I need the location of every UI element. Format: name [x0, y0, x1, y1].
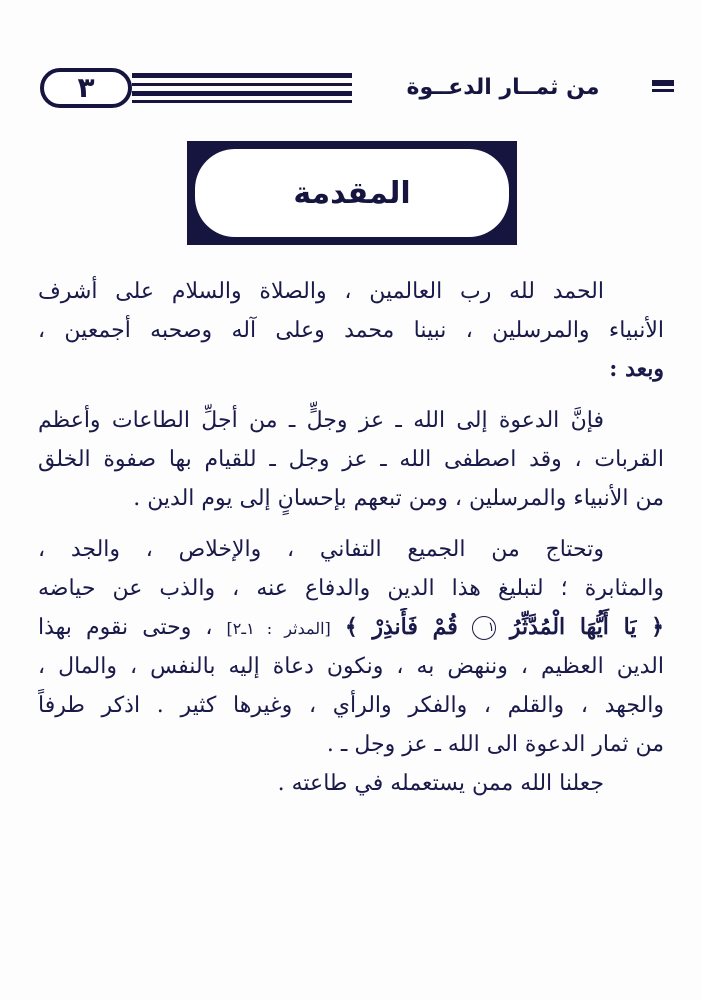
page-number: ٣ [40, 68, 132, 108]
header-rule [132, 73, 352, 78]
text-line-with-verse [38, 608, 664, 647]
verse-reference: [المدثر : ١ـ٢] [226, 619, 331, 638]
header-rule [132, 91, 352, 96]
text-line: وبعد : [609, 356, 664, 382]
text-line: من الأنبياء والمرسلين ، ومن تبعهم بإحسانٍ إلى يوم الدين . [133, 486, 664, 511]
text-line: الدين العظيم ، وننهض به ، ونكون دعاة إليه بالنفس ، والمال ، [38, 654, 664, 679]
page-header [32, 62, 675, 114]
quran-verse: ﴿ يَا أَيُّهَا الْمُدَّثِّرُ [509, 614, 664, 640]
text-line: الحمد لله رب العالمين ، والصلاة والسلام على أشرف [38, 279, 604, 304]
text-line: الأنبياء والمرسلين ، نبينا محمد وعلى آله وصحبه أجمعين ، [38, 318, 664, 343]
header-rule [132, 100, 352, 103]
body-text [38, 272, 664, 803]
header-rule [132, 83, 352, 86]
text-line: فإنَّ الدعوة إلى الله ـ عز وجلٍّ ـ من أجلِّ الطاعات وأعظم [38, 408, 604, 433]
section-title-frame [187, 141, 517, 245]
text-line: من ثمار الدعوة الى الله ـ عز وجل ـ . [326, 732, 664, 757]
section-title: المقدمة [195, 149, 509, 237]
quran-verse: قُمْ فَأَنذِرْ ﴾ [344, 614, 458, 640]
title-mark [652, 80, 674, 86]
title-mark [652, 89, 674, 92]
text-segment: ، وحتى نقوم بهذا [38, 615, 213, 640]
text-line: جعلنا الله ممن يستعمله في طاعته . [277, 771, 604, 796]
book-title: من ثمــار الدعــوة [406, 75, 600, 100]
text-line: وتحتاج من الجميع التفاني ، والإخلاص ، والجد ، [38, 537, 604, 562]
text-line: القربات ، وقد اصطفى الله ـ عز وجل ـ للقيام بها صفوة الخلق [38, 447, 664, 472]
ayah-number: ١ [472, 616, 496, 640]
text-line: والجهد ، والقلم ، والفكر والرأي ، وغيرها كثير . اذكر طرفاً [38, 693, 664, 718]
text-line: والمثابرة ؛ لتبليغ هذا الدين والدفاع عنه ، والذب عن حياضه [38, 576, 664, 601]
